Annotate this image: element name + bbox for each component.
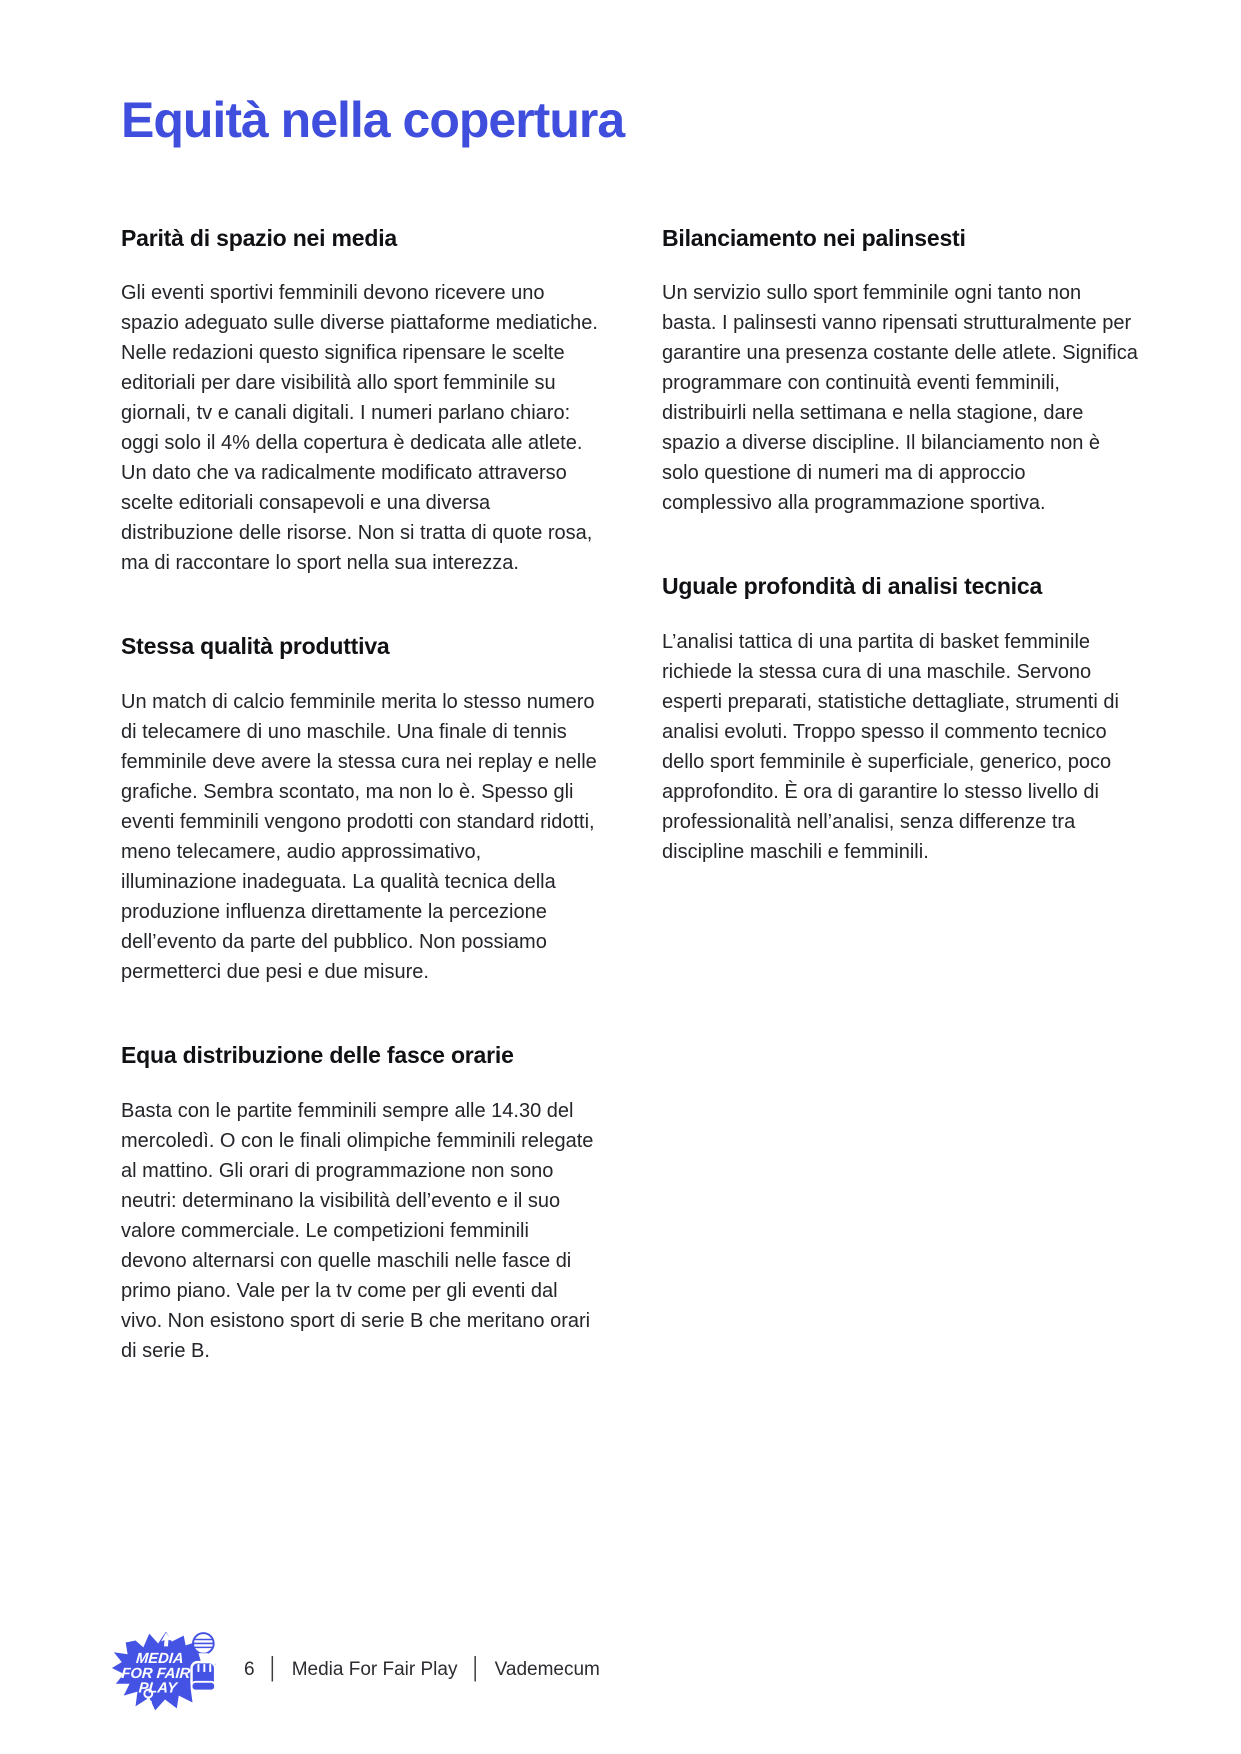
footer-separator: │ xyxy=(266,1657,280,1680)
fist-microphone-icon xyxy=(192,1633,216,1691)
section-body: L’analisi tattica di una partita di basket femminile richiede la stessa cura di una maschile. Servono esperti preparati, statistiche dettagliate, strumenti di analisi evoluti. Troppo spesso il commento tecnico dello sport femminile è superficiale, generico, poco approfondito. È ora di garantire lo stesso livello di professionalità nell’analisi, senza differenze tra discipline maschili e femminili. xyxy=(662,631,1119,863)
section-body: Un servizio sullo sport femminile ogni tanto non basta. I palinsesti vanno ripensati strutturalmente per garantire una presenza costante delle atlete. Significa programmare con continuità eventi femminili, distribuirli nella settimana e nella stagione, dare spazio a diverse discipline. Il bilanciamento non è solo questione di numeri ma di approccio complessivo alla programmazione sportiva. xyxy=(662,282,1138,515)
media-for-fair-play-logo-icon xyxy=(106,1626,224,1714)
footer-text xyxy=(244,1658,600,1682)
left-column xyxy=(121,224,600,1366)
page-title: Equità nella copertura xyxy=(121,92,625,148)
section-heading: Parità di spazio nei media xyxy=(121,224,397,251)
page-footer xyxy=(106,1626,600,1714)
section-bilanciamento xyxy=(662,224,1141,519)
two-column-layout xyxy=(121,224,1141,1366)
section-stessa-qualita xyxy=(121,632,600,987)
section-uguale-profondita xyxy=(662,572,1141,867)
section-equa-distribuzione xyxy=(121,1041,600,1366)
section-heading: Uguale profondità di analisi tecnica xyxy=(662,573,1043,600)
section-heading: Bilanciamento nei palinsesti xyxy=(662,224,966,251)
section-parita-di-spazio xyxy=(121,224,600,579)
section-body: Gli eventi sportivi femminili devono ricevere uno spazio adeguato sulle diverse piattaforme mediatiche. Nelle redazioni questo significa ripensare le scelte editoriali per dare visibilità allo sport femminile su giornali, tv e canali digitali. I numeri parlano chiaro: oggi solo il 4% della copertura è dedicata alle atlete. Un dato che va radicalmente modificato attraverso scelte editoriali consapevoli e una diversa distribuzione delle risorse. Non si tratta di quote rosa, ma di raccontare lo sport nella sua interezza. xyxy=(121,282,598,575)
logo-text-line2: FOR FAIR xyxy=(120,1665,191,1682)
logo-text-line1: MEDIA xyxy=(135,1651,185,1668)
section-body: Un match di calcio femminile merita lo stesso numero di telecamere di uno maschile. Una finale di tennis femminile deve avere la stessa cura nei replay e nelle grafiche. Sembra scontato, ma non lo è. Spesso gli eventi femminili vengono prodotti con standard ridotti, meno telecamere, audio approssimativo, illuminazione inadeguata. La qualità tecnica della produzione influenza direttamente la percezione dell’evento da parte del pubblico. Non possiamo permetterci due pesi e due misure. xyxy=(121,691,597,983)
right-column xyxy=(662,224,1141,1366)
footer-separator: │ xyxy=(469,1657,483,1680)
section-heading: Equa distribuzione delle fasce orarie xyxy=(121,1042,514,1068)
section-body: Basta con le partite femminili sempre alle 14.30 del mercoledì. O con le finali olimpiche femminili relegate al mattino. Gli orari di programmazione non sono neutri: determinano la visibilità dell’evento e il suo valore commerciale. Le competizioni femminili devono alternarsi con quelle maschili nelle fasce di primo piano. Vale per la tv come per gli eventi dal vivo. Non esistono sport di serie B che meritano orari di serie B. xyxy=(121,1099,594,1362)
section-heading: Stessa qualità produttiva xyxy=(121,633,390,660)
footer-brand: Media For Fair Play xyxy=(291,1659,458,1680)
page-number: 6 xyxy=(244,1659,255,1680)
logo-text-line3: PLAY xyxy=(138,1680,178,1697)
footer-document-name: Vademecum xyxy=(494,1659,600,1680)
